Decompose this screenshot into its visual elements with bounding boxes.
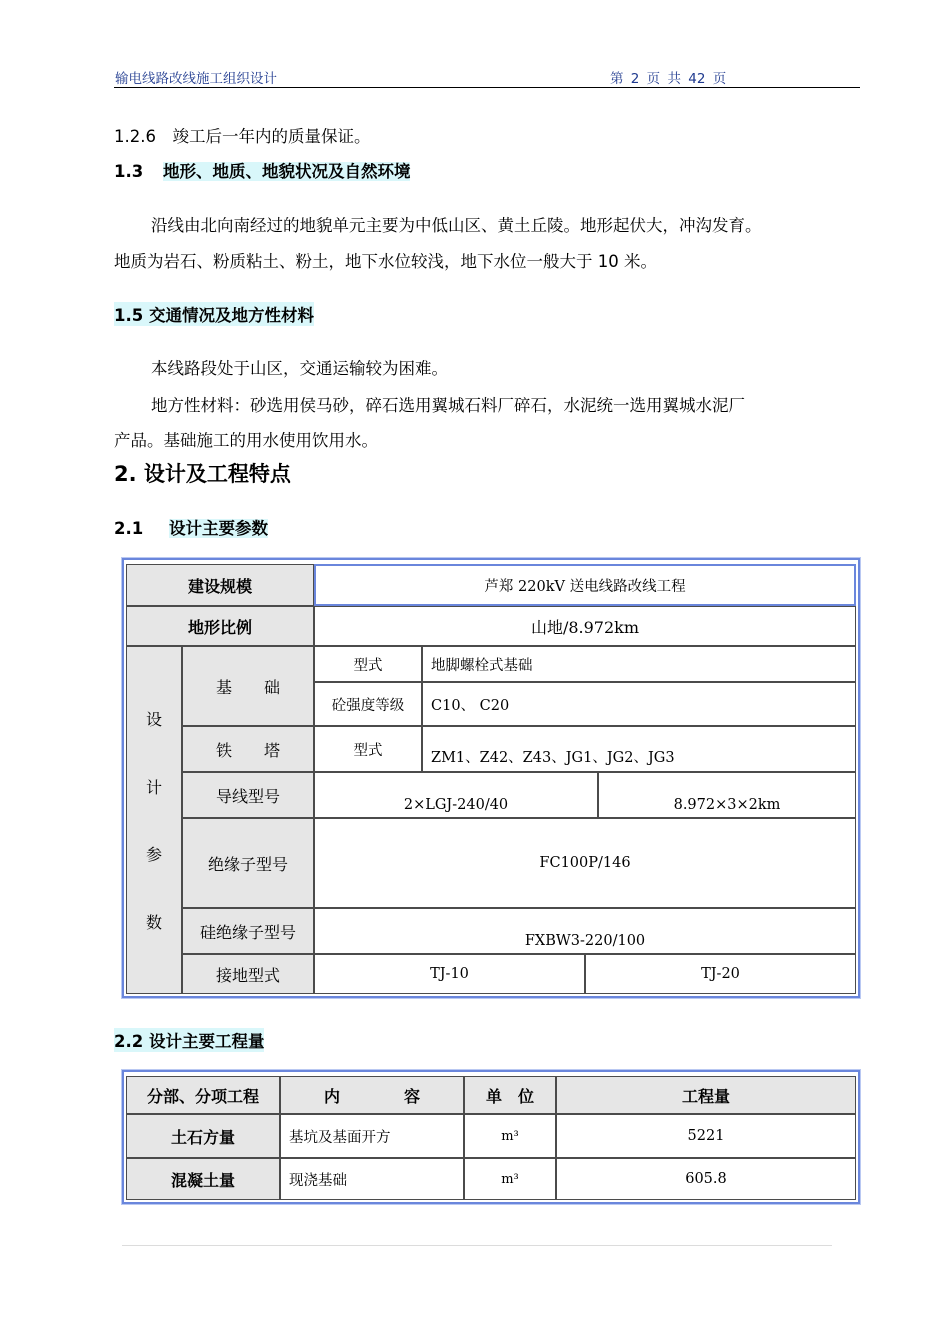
- qty-row-1-item: 土石方量: [126, 1114, 280, 1158]
- qty-header-unit: 单 位: [464, 1076, 556, 1114]
- terrain-label: 地形比例: [126, 606, 314, 646]
- section-2-1-title: 设计主要参数: [168, 519, 268, 538]
- paragraph-terrain-1: 沿线由北向南经过的地貌单元主要为中低山区、黄土丘陵。地形起伏大，冲沟发育。: [151, 216, 762, 235]
- scale-value: 芦郑 220kV 送电线路改线工程: [314, 564, 856, 606]
- design-char-1: 设: [145, 710, 162, 730]
- grounding-value-1: TJ-10: [314, 954, 585, 994]
- qty-row-2-content: 现浇基础: [280, 1158, 464, 1200]
- qty-header-item: 分部、分项工程: [126, 1076, 280, 1114]
- design-params-table: [122, 558, 860, 998]
- insulator-value: FC100P/146: [314, 818, 856, 908]
- quantities-table: [122, 1070, 860, 1204]
- conductor-length: 8.972×3×2km: [598, 772, 856, 818]
- grounding-label: 接地型式: [182, 954, 314, 994]
- concrete-grade-label: 砼强度等级: [314, 682, 422, 726]
- scale-label: 建设规模: [126, 564, 314, 606]
- qty-header-amount: 工程量: [556, 1076, 856, 1114]
- qty-row-1-amount: 5221: [556, 1114, 856, 1158]
- conductor-value: 2×LGJ-240/40: [314, 772, 598, 818]
- qty-header-content: 内 容: [280, 1076, 464, 1114]
- footer-divider: [122, 1245, 832, 1246]
- si-insulator-label: 硅绝缘子型号: [182, 908, 314, 954]
- design-char-4: 数: [145, 912, 162, 932]
- section-1-2-6: 1.2.6 竣工后一年内的质量保证。: [114, 127, 371, 146]
- section-2-1-heading: [114, 515, 268, 539]
- header-divider: [114, 87, 860, 88]
- qty-row-2-item: 混凝土量: [126, 1158, 280, 1200]
- section-2-2-heading: 2.2 设计主要工程量: [114, 1028, 264, 1052]
- design-params-vertical-label: [126, 646, 182, 994]
- page-number: 第 2 页 共 42 页: [610, 71, 727, 87]
- section-2-1-number: 2.1: [114, 519, 144, 538]
- foundation-type-value: 地脚螺栓式基础: [422, 646, 856, 682]
- design-char-2: 计: [145, 777, 162, 797]
- concrete-grade-value: C10、 C20: [422, 682, 856, 726]
- section-1-3-title: 地形、地质、地貌状况及自然环境: [162, 162, 411, 181]
- paragraph-materials-1: 地方性材料：砂选用侯马砂，碎石选用翼城石料厂碎石，水泥统一选用翼城水泥厂: [151, 396, 745, 415]
- tower-label: 铁 塔: [182, 726, 314, 772]
- paragraph-traffic: 本线路段处于山区，交通运输较为困难。: [151, 359, 448, 378]
- foundation-type-label: 型式: [314, 646, 422, 682]
- qty-row-1-content: 基坑及基面开方: [280, 1114, 464, 1158]
- conductor-label: 导线型号: [182, 772, 314, 818]
- qty-row-1-unit: m³: [464, 1114, 556, 1158]
- si-insulator-value: FXBW3-220/100: [314, 908, 856, 954]
- qty-row-2-unit: m³: [464, 1158, 556, 1200]
- paragraph-terrain-2: 地质为岩石、粉质粘土、粉土，地下水位较浅，地下水位一般大于 10 米。: [114, 252, 657, 271]
- paragraph-materials-2: 产品。基础施工的用水使用饮用水。: [114, 431, 378, 450]
- terrain-value: 山地/8.972km: [314, 606, 856, 646]
- design-char-3: 参: [145, 845, 162, 865]
- section-2-heading: 2. 设计及工程特点: [114, 462, 291, 486]
- tower-type-value: ZM1、Z42、Z43、JG1、JG2、JG3: [422, 726, 856, 772]
- section-1-5-heading: 1.5 交通情况及地方性材料: [114, 302, 314, 326]
- qty-row-2-amount: 605.8: [556, 1158, 856, 1200]
- tower-type-label: 型式: [314, 726, 422, 772]
- grounding-value-2: TJ-20: [585, 954, 856, 994]
- foundation-label: 基 础: [182, 646, 314, 726]
- section-1-3-number: 1.3: [114, 162, 144, 181]
- header-title: 输电线路改线施工组织设计: [115, 71, 277, 87]
- section-1-3-heading: [114, 158, 410, 182]
- insulator-label: 绝缘子型号: [182, 818, 314, 908]
